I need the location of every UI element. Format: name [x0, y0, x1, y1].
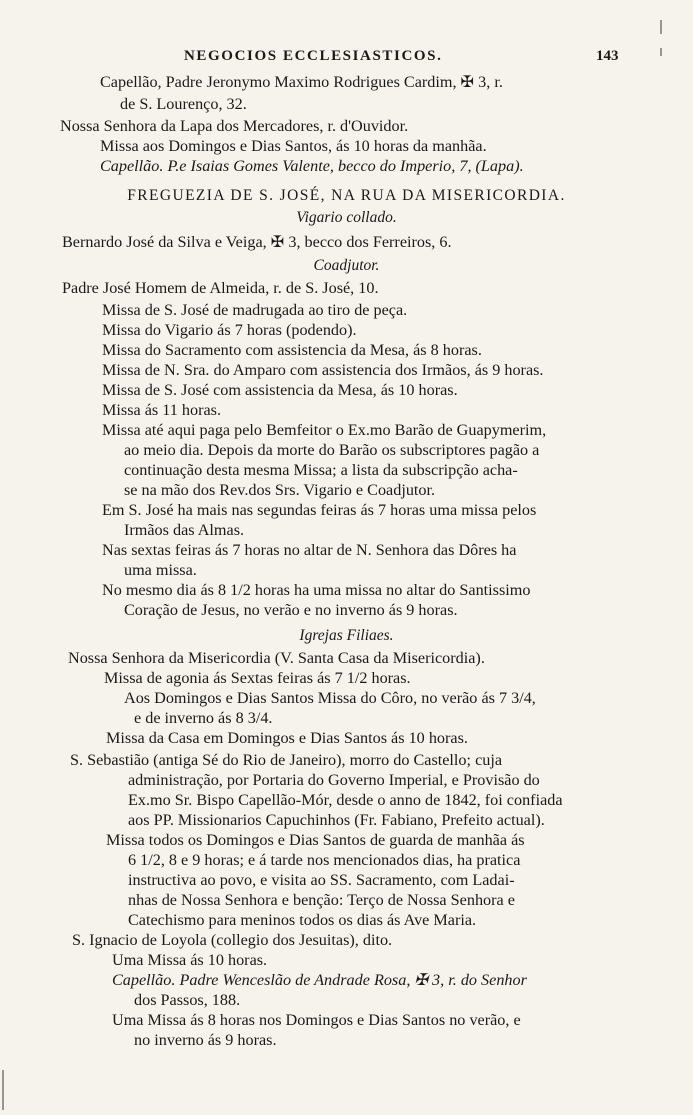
scan-mark: [660, 48, 662, 56]
text-line: aos PP. Missionarios Capuchinhos (Fr. Fabiano, Prefeito actual).: [128, 811, 545, 829]
text-line: uma missa.: [124, 561, 197, 579]
text-line: Nossa Senhora da Misericordia (V. Santa Casa da Misericordia).: [68, 649, 485, 667]
section-heading: Vigario collado.: [296, 209, 397, 226]
section-heading: Igrejas Filiaes.: [299, 627, 394, 644]
text-line: Missa ás 11 horas.: [102, 401, 221, 419]
text-line: Em S. José ha mais nas segundas feiras ás 7 horas uma missa pelos: [102, 501, 537, 519]
text-line: administração, por Portaria do Governo Imperial, e Provisão do: [128, 771, 540, 789]
scan-mark: [660, 20, 662, 34]
text-line: 6 1/2, 8 e 9 horas; e á tarde nos mencionados dias, ha pratica: [128, 851, 521, 869]
text-line: Missa de agonia ás Sextas feiras ás 7 1/2 horas.: [104, 669, 411, 687]
text-line: instructiva ao povo, e visita ao SS. Sacramento, com Ladai-: [128, 871, 515, 889]
text-line: Nas sextas feiras ás 7 horas no altar de N. Senhora das Dôres ha: [102, 541, 517, 559]
text-line: Capellão. Padre Wenceslão de Andrade Rosa, ✠ 3, r. do Senhor: [112, 971, 527, 989]
text-line: Padre José Homem de Almeida, r. de S. José, 10.: [62, 279, 379, 297]
text-line: e de inverno ás 8 3/4.: [134, 709, 273, 727]
text-line: se na mão dos Rev.dos Srs. Vigario e Coadjutor.: [124, 481, 436, 499]
text-line: continuação desta mesma Missa; a lista da subscripção acha-: [124, 461, 518, 479]
text-line: nhas de Nossa Senhora e benção: Terço de Nossa Senhora e: [128, 891, 515, 909]
scan-mark: [2, 1070, 4, 1110]
text-line: Missa até aqui paga pelo Bemfeitor o Ex.mo Barão de Guapymerim,: [102, 421, 547, 439]
text-line: Missa todos os Domingos e Dias Santos de guarda de manhãa ás: [106, 831, 525, 849]
text-line: S. Sebastião (antiga Sé do Rio de Janeiro), morro do Castello; cuja: [70, 751, 503, 769]
text-line: dos Passos, 188.: [134, 991, 241, 1009]
text-line: No mesmo dia ás 8 1/2 horas ha uma missa no altar do Santissimo: [102, 581, 531, 599]
text-line: Nossa Senhora da Lapa dos Mercadores, r. d'Ouvidor.: [60, 117, 409, 135]
running-title: NEGOCIOS ECCLESIASTICOS.: [184, 48, 443, 64]
text-line: Uma Missa ás 8 horas nos Domingos e Dias Santos no verão, e: [112, 1011, 521, 1029]
text-line: S. Ignacio de Loyola (collegio dos Jesuitas), dito.: [72, 931, 393, 949]
text-line: Missa da Casa em Domingos e Dias Santos ás 10 horas.: [106, 729, 468, 747]
text-line: de S. Lourenço, 32.: [120, 95, 247, 113]
text-line: no inverno ás 9 horas.: [134, 1031, 277, 1049]
text-line: Missa de S. José de madrugada ao tiro de peça.: [102, 301, 408, 319]
text-line: Catechismo para meninos todos os dias ás Ave Maria.: [128, 911, 477, 929]
text-line: Bernardo José da Silva e Veiga, ✠ 3, becco dos Ferreiros, 6.: [62, 233, 452, 251]
text-line: Missa do Vigario ás 7 horas (podendo).: [102, 321, 357, 339]
text-line: ao meio dia. Depois da morte do Barão os subscriptores pagão a: [124, 441, 540, 459]
text-line: Missa de S. José com assistencia da Mesa, ás 10 horas.: [102, 381, 458, 399]
text-line: Coração de Jesus, no verão e no inverno ás 9 horas.: [124, 601, 458, 619]
text-line: Missa de N. Sra. do Amparo com assistencia dos Irmãos, ás 9 horas.: [102, 361, 544, 379]
text-line: Uma Missa ás 10 horas.: [112, 951, 268, 969]
text-line: Missa do Sacramento com assistencia da Mesa, ás 8 horas.: [102, 341, 482, 359]
text-line: Capellão. P.e Isaias Gomes Valente, becco do Imperio, 7, (Lapa).: [100, 157, 524, 175]
text-line: Missa aos Domingos e Dias Santos, ás 10 horas da manhãa.: [100, 137, 487, 155]
page-number: 143: [596, 48, 619, 64]
text-line: Aos Domingos e Dias Santos Missa do Côro, no verão ás 7 3/4,: [124, 689, 536, 707]
section-heading: Coadjutor.: [313, 257, 380, 274]
text-line: Irmãos das Almas.: [124, 521, 245, 539]
parish-heading: FREGUEZIA DE S. JOSÉ, NA RUA DA MISERICORDIA.: [127, 187, 566, 204]
text-line: Ex.mo Sr. Bispo Capellão-Mór, desde o anno de 1842, foi confiada: [128, 791, 563, 809]
running-header: [0, 48, 693, 70]
text-line: Capellão, Padre Jeronymo Maximo Rodrigues Cardim, ✠ 3, r.: [100, 73, 503, 91]
